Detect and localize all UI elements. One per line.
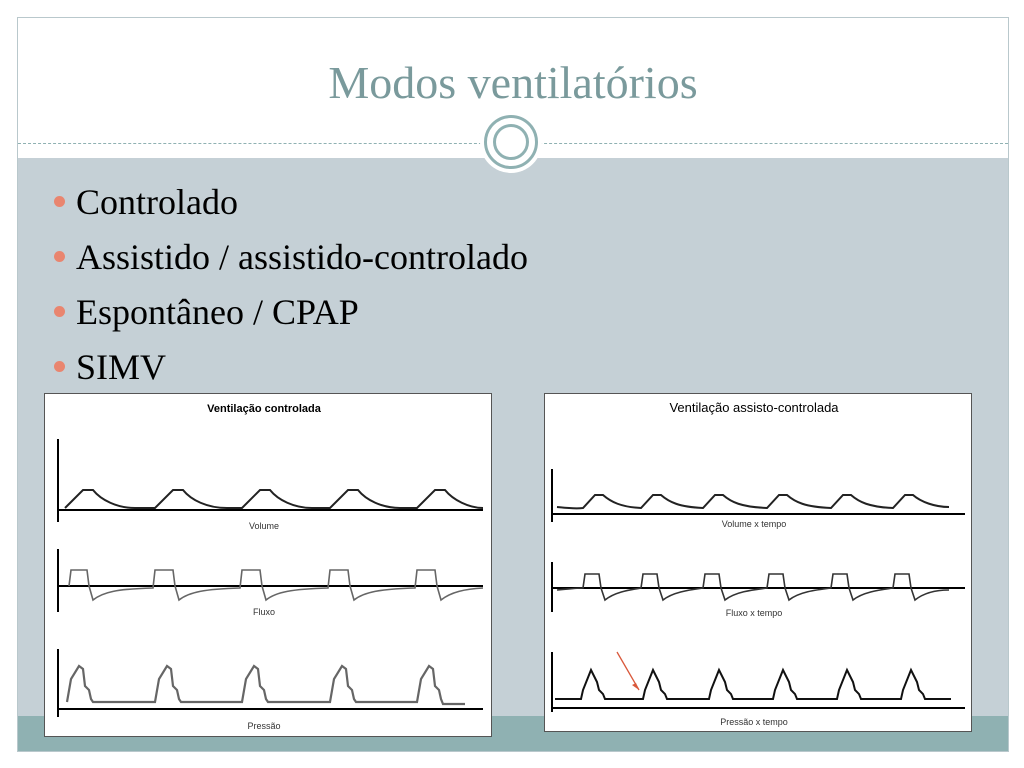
slide-title: Modos ventilatórios bbox=[328, 57, 698, 108]
bullet-dot-icon bbox=[54, 306, 65, 317]
bullet-item bbox=[50, 288, 528, 343]
flow-caption: Fluxo bbox=[252, 607, 276, 617]
figure-controlled-ventilation bbox=[44, 393, 492, 737]
figure-assist-controlled-ventilation bbox=[544, 393, 972, 732]
pressure-waveform bbox=[67, 666, 465, 704]
bullet-text: SIMV bbox=[76, 347, 167, 387]
volume-caption: Volume bbox=[248, 521, 280, 531]
bullet-item bbox=[50, 233, 528, 288]
bullet-dot-icon bbox=[54, 251, 65, 262]
bullet-text: Controlado bbox=[76, 182, 238, 222]
flow-caption: Fluxo x tempo bbox=[725, 608, 783, 618]
figure-title: Ventilação controlada bbox=[207, 403, 321, 415]
annotation-arrowhead bbox=[632, 683, 639, 690]
volume-waveform bbox=[557, 495, 949, 508]
pressure-caption: Pressão bbox=[247, 721, 281, 731]
figure-title: Ventilação assisto-controlada bbox=[669, 400, 839, 415]
circle-ornament-icon bbox=[484, 115, 538, 169]
bullet-dot-icon bbox=[54, 196, 65, 207]
pressure-waveform bbox=[555, 670, 951, 699]
bullet-list bbox=[50, 178, 528, 398]
pressure-caption: Pressão x tempo bbox=[720, 717, 788, 727]
volume-waveform bbox=[65, 490, 483, 508]
bullet-item bbox=[50, 343, 528, 398]
bullet-item bbox=[50, 178, 528, 233]
bullet-text: Assistido / assistido-controlado bbox=[76, 237, 528, 277]
volume-caption: Volume x tempo bbox=[721, 519, 787, 529]
slide bbox=[17, 17, 1009, 752]
bullet-text: Espontâneo / CPAP bbox=[76, 292, 359, 332]
bullet-dot-icon bbox=[54, 361, 65, 372]
